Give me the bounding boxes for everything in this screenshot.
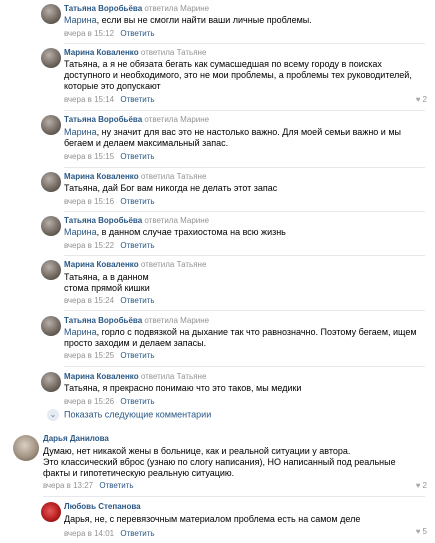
comment-meta <box>64 351 155 361</box>
comment-text: Татьяна, а в данном стома прямой кишки <box>64 272 150 293</box>
comment-time[interactable]: вчера в 15:26 <box>64 397 115 406</box>
reply-button[interactable]: Ответить <box>120 351 155 360</box>
heart-icon: ♥ <box>415 95 421 104</box>
comment-header <box>64 316 209 326</box>
comment-text: Марина, в данном случае трахиостома на всю жизнь <box>64 227 286 237</box>
comment-time[interactable]: вчера в 15:16 <box>64 197 115 206</box>
divider <box>64 366 425 367</box>
like-button[interactable] <box>416 527 427 536</box>
comment-author[interactable]: Марина Коваленко <box>64 172 139 181</box>
comment-author[interactable]: Татьяна Воробьёва <box>64 216 143 225</box>
avatar[interactable] <box>41 316 61 336</box>
reply-button[interactable]: Ответить <box>99 481 134 490</box>
comment-author[interactable]: Марина Коваленко <box>64 48 139 57</box>
reply-button[interactable]: Ответить <box>120 296 155 305</box>
comment-header <box>64 260 206 270</box>
heart-icon: ♥ <box>415 481 421 490</box>
heart-icon: ♥ <box>415 527 421 536</box>
replied-to: ответила Марине <box>144 216 210 225</box>
mention-link[interactable]: Марина <box>64 127 97 137</box>
replied-to: ответила Татьяне <box>140 372 207 381</box>
comment-meta <box>64 397 155 407</box>
comment-time[interactable]: вчера в 15:12 <box>64 29 115 38</box>
replied-to: ответила Марине <box>144 115 210 124</box>
avatar[interactable] <box>41 502 61 522</box>
divider <box>64 310 425 311</box>
replied-to: ответила Марине <box>144 316 210 325</box>
reply-button[interactable]: Ответить <box>120 241 155 250</box>
avatar[interactable] <box>41 260 61 280</box>
avatar[interactable] <box>41 216 61 236</box>
comment-header <box>64 115 209 125</box>
comment-time[interactable]: вчера в 15:14 <box>64 95 115 104</box>
avatar[interactable] <box>41 115 61 135</box>
chevron-down-icon: ⌄ <box>47 409 59 421</box>
comment-text: Думаю, нет никакой жены в больнице, как и реальной ситуации у автора. Это классический вброс (узнаю по слогу написания), НО написанный под реальные факты и гипотетическую реальную ситуацию. <box>43 446 396 478</box>
comment-text: Татьяна, а я не обязата бегать как сумасшедшая по всему городу в поисках доступного и необходимого, это не мои проблемы, а проблемы тех руководителей, которые это допускают <box>64 59 412 91</box>
comment-meta <box>64 29 155 39</box>
mention-link[interactable]: Марина <box>64 227 97 237</box>
comment-meta <box>64 95 155 105</box>
divider <box>64 43 425 44</box>
like-button[interactable] <box>416 481 427 490</box>
divider <box>64 255 425 256</box>
replied-to: ответила Татьяне <box>140 48 207 57</box>
comment-author[interactable]: Марина Коваленко <box>64 260 139 269</box>
reply-button[interactable]: Ответить <box>120 29 155 38</box>
like-count: 2 <box>422 481 427 490</box>
reply-button[interactable]: Ответить <box>120 197 155 206</box>
replied-to: ответила Татьяне <box>140 172 207 181</box>
comment-header <box>64 4 209 14</box>
comment-author[interactable]: Татьяна Воробьёва <box>64 115 143 124</box>
divider <box>64 110 425 111</box>
comment-header <box>64 502 141 512</box>
avatar[interactable] <box>41 48 61 68</box>
comment-text: Марина, если вы не смогли найти ваши личные проблемы. <box>64 15 312 25</box>
comment-time[interactable]: вчера в 14:01 <box>64 529 115 538</box>
comment-time[interactable]: вчера в 15:25 <box>64 351 115 360</box>
avatar[interactable] <box>41 172 61 192</box>
like-count: 5 <box>422 527 427 536</box>
like-count: 2 <box>422 95 427 104</box>
comment-header <box>43 434 109 444</box>
replied-to: ответила Марине <box>144 4 210 13</box>
avatar[interactable] <box>41 4 61 24</box>
comment-text: Татьяна, я прекрасно понимаю что это таков, мы медики <box>64 383 302 393</box>
comment-meta <box>64 152 155 162</box>
comment-text: Марина, ну значит для вас это не настолько важно. Для моей семьи важно и мы бегаем и делаем максимальный запас. <box>64 127 401 148</box>
comment-header <box>64 172 206 182</box>
replied-to: ответила Татьяне <box>140 260 207 269</box>
comment-time[interactable]: вчера в 15:24 <box>64 296 115 305</box>
reply-button[interactable]: Ответить <box>120 95 155 104</box>
comment-author[interactable]: Татьяна Воробьёва <box>64 316 143 325</box>
show-more-comments[interactable] <box>47 409 211 421</box>
avatar[interactable] <box>41 372 61 392</box>
reply-button[interactable]: Ответить <box>120 529 155 538</box>
comment-meta <box>64 529 155 539</box>
comment-header <box>64 216 209 226</box>
divider <box>64 211 425 212</box>
reply-button[interactable]: Ответить <box>120 152 155 161</box>
comment-header <box>64 372 206 382</box>
comment-text: Марина, горло с подвязкой на дыхание так что равнозначно. Поэтому бегаем, ищем просто заходим и делаем запасы. <box>64 327 417 348</box>
mention-link[interactable]: Марина <box>64 15 97 25</box>
comment-time[interactable]: вчера в 13:27 <box>43 481 94 490</box>
comment-author[interactable]: Татьяна Воробьёва <box>64 4 143 13</box>
comment-meta <box>64 197 155 207</box>
comment-author[interactable]: Марина Коваленко <box>64 372 139 381</box>
comment-time[interactable]: вчера в 15:15 <box>64 152 115 161</box>
like-button[interactable] <box>416 95 427 104</box>
comment-header <box>64 48 206 58</box>
reply-button[interactable]: Ответить <box>120 397 155 406</box>
comment-text: Дарья, не, с перевязочным материалом проблема есть на самом деле <box>64 514 361 524</box>
comment-meta <box>64 241 155 251</box>
divider <box>64 167 425 168</box>
avatar[interactable] <box>13 435 39 461</box>
comment-meta <box>64 296 155 306</box>
comment-text: Татьяна, дай Бог вам никогда не делать этот запас <box>64 183 278 193</box>
comment-meta <box>43 481 134 491</box>
divider <box>43 496 425 497</box>
show-more-label: Показать следующие комментарии <box>64 409 212 420</box>
mention-link[interactable]: Марина <box>64 327 97 337</box>
comment-author[interactable]: Дарья Данилова <box>43 434 109 443</box>
comment-time[interactable]: вчера в 15:22 <box>64 241 115 250</box>
comment-author[interactable]: Любовь Степанова <box>64 502 141 511</box>
